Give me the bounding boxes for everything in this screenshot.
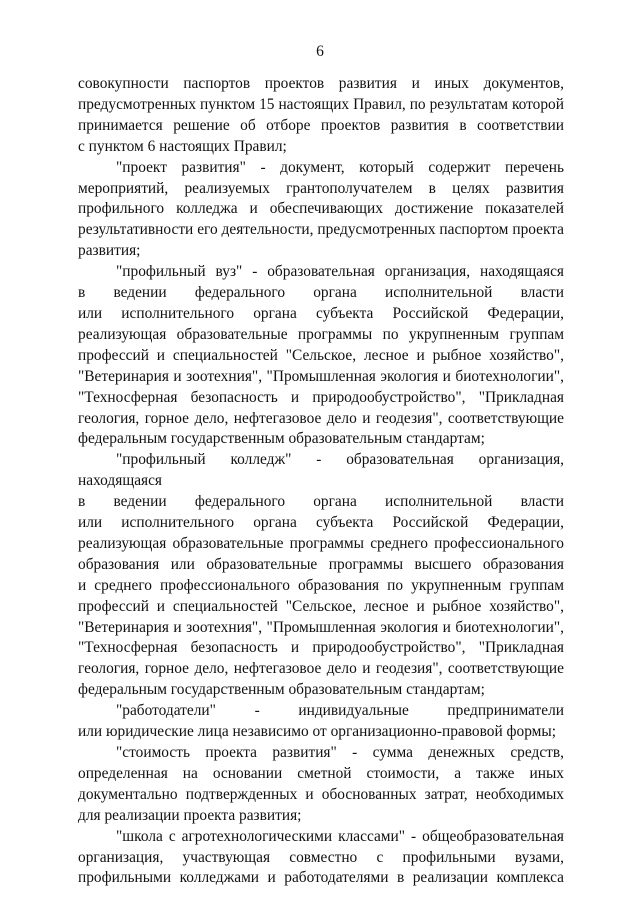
text-line: профильного колледжа и обеспечивающих достижение показателей: [78, 200, 564, 218]
text-line: федеральным государственным образовательным стандартам;: [78, 430, 485, 448]
text-line: "Техносферная безопасность и природообустройство", "Прикладная: [78, 639, 564, 657]
text-line: "Техносферная безопасность и природообустройство", "Прикладная: [78, 388, 564, 406]
text-line: "профильный вуз" - образовательная организация, находящаяся: [116, 263, 564, 281]
text-line: предусмотренных пунктом 15 настоящих Правил, по результатам которой: [78, 95, 564, 113]
text-line: "профильный колледж" - образовательная организация, находящаяся: [78, 451, 564, 490]
text-line: "школа с агротехнологическими классами" - общеобразовательная: [116, 827, 564, 845]
text-line: результативности его деятельности, предусмотренных паспортом проекта: [78, 221, 564, 239]
text-line: и среднего профессионального образования по укрупненным группам: [78, 576, 564, 594]
text-line: "Ветеринария и зоотехния", "Промышленная экология и биотехнологии",: [78, 367, 564, 385]
text-line: организация, участвующая совместно с профильными вузами,: [78, 848, 564, 866]
text-line: для реализации проекта развития;: [78, 806, 302, 824]
text-line: или исполнительного органа субъекта Российской Федерации,: [78, 514, 564, 532]
text-line: реализующая образовательные программы по укрупненным группам: [78, 325, 564, 343]
text-line: совокупности паспортов проектов развития и иных документов,: [78, 75, 564, 92]
text-line: профильными колледжами и работодателями в реализации комплекса: [78, 869, 564, 887]
text-line: развития;: [78, 242, 141, 260]
text-line: в ведении федерального органа исполнительной власти: [78, 284, 564, 302]
text-line: профессий и специальностей "Сельское, лесное и рыбное хозяйство",: [78, 346, 564, 364]
text-line: "работодатели" - индивидуальные предприниматели: [116, 702, 564, 720]
text-line: определенная на основании сметной стоимости, а также иных: [78, 764, 564, 782]
text-line: геология, горное дело, нефтегазовое дело и геодезия", соответствующие: [78, 409, 564, 427]
text-line: реализующая образовательные программы среднего профессионального: [78, 534, 564, 552]
document-body: [78, 74, 564, 889]
text-line: федеральным государственным образовательным стандартам;: [78, 681, 485, 699]
text-line: или исполнительного органа субъекта Российской Федерации,: [78, 304, 564, 322]
text-line: "проект развития" - документ, который содержит перечень: [116, 158, 564, 176]
text-line: в ведении федерального органа исполнительной власти: [78, 493, 564, 511]
text-line: "стоимость проекта развития" - сумма денежных средств,: [116, 744, 564, 761]
page-number: 6: [316, 43, 324, 60]
text-line: принимается решение об отборе проектов развития в соответствии: [78, 116, 564, 134]
text-line: "Ветеринария и зоотехния", "Промышленная экология и биотехнологии",: [78, 618, 564, 636]
text-line: мероприятий, реализуемых грантополучателем в целях развития: [78, 179, 564, 197]
text-line: профессий и специальностей "Сельское, лесное и рыбное хозяйство",: [78, 597, 564, 615]
text-line: с пунктом 6 настоящих Правил;: [78, 137, 287, 155]
text-line: документально подтвержденных и обоснованных затрат, необходимых: [78, 785, 564, 803]
text-line: или юридические лица независимо от организационно-правовой формы;: [78, 723, 557, 741]
text-line: образования или образовательные программы высшего образования: [78, 555, 564, 573]
text-line: геология, горное дело, нефтегазовое дело и геодезия", соответствующие: [78, 660, 564, 678]
